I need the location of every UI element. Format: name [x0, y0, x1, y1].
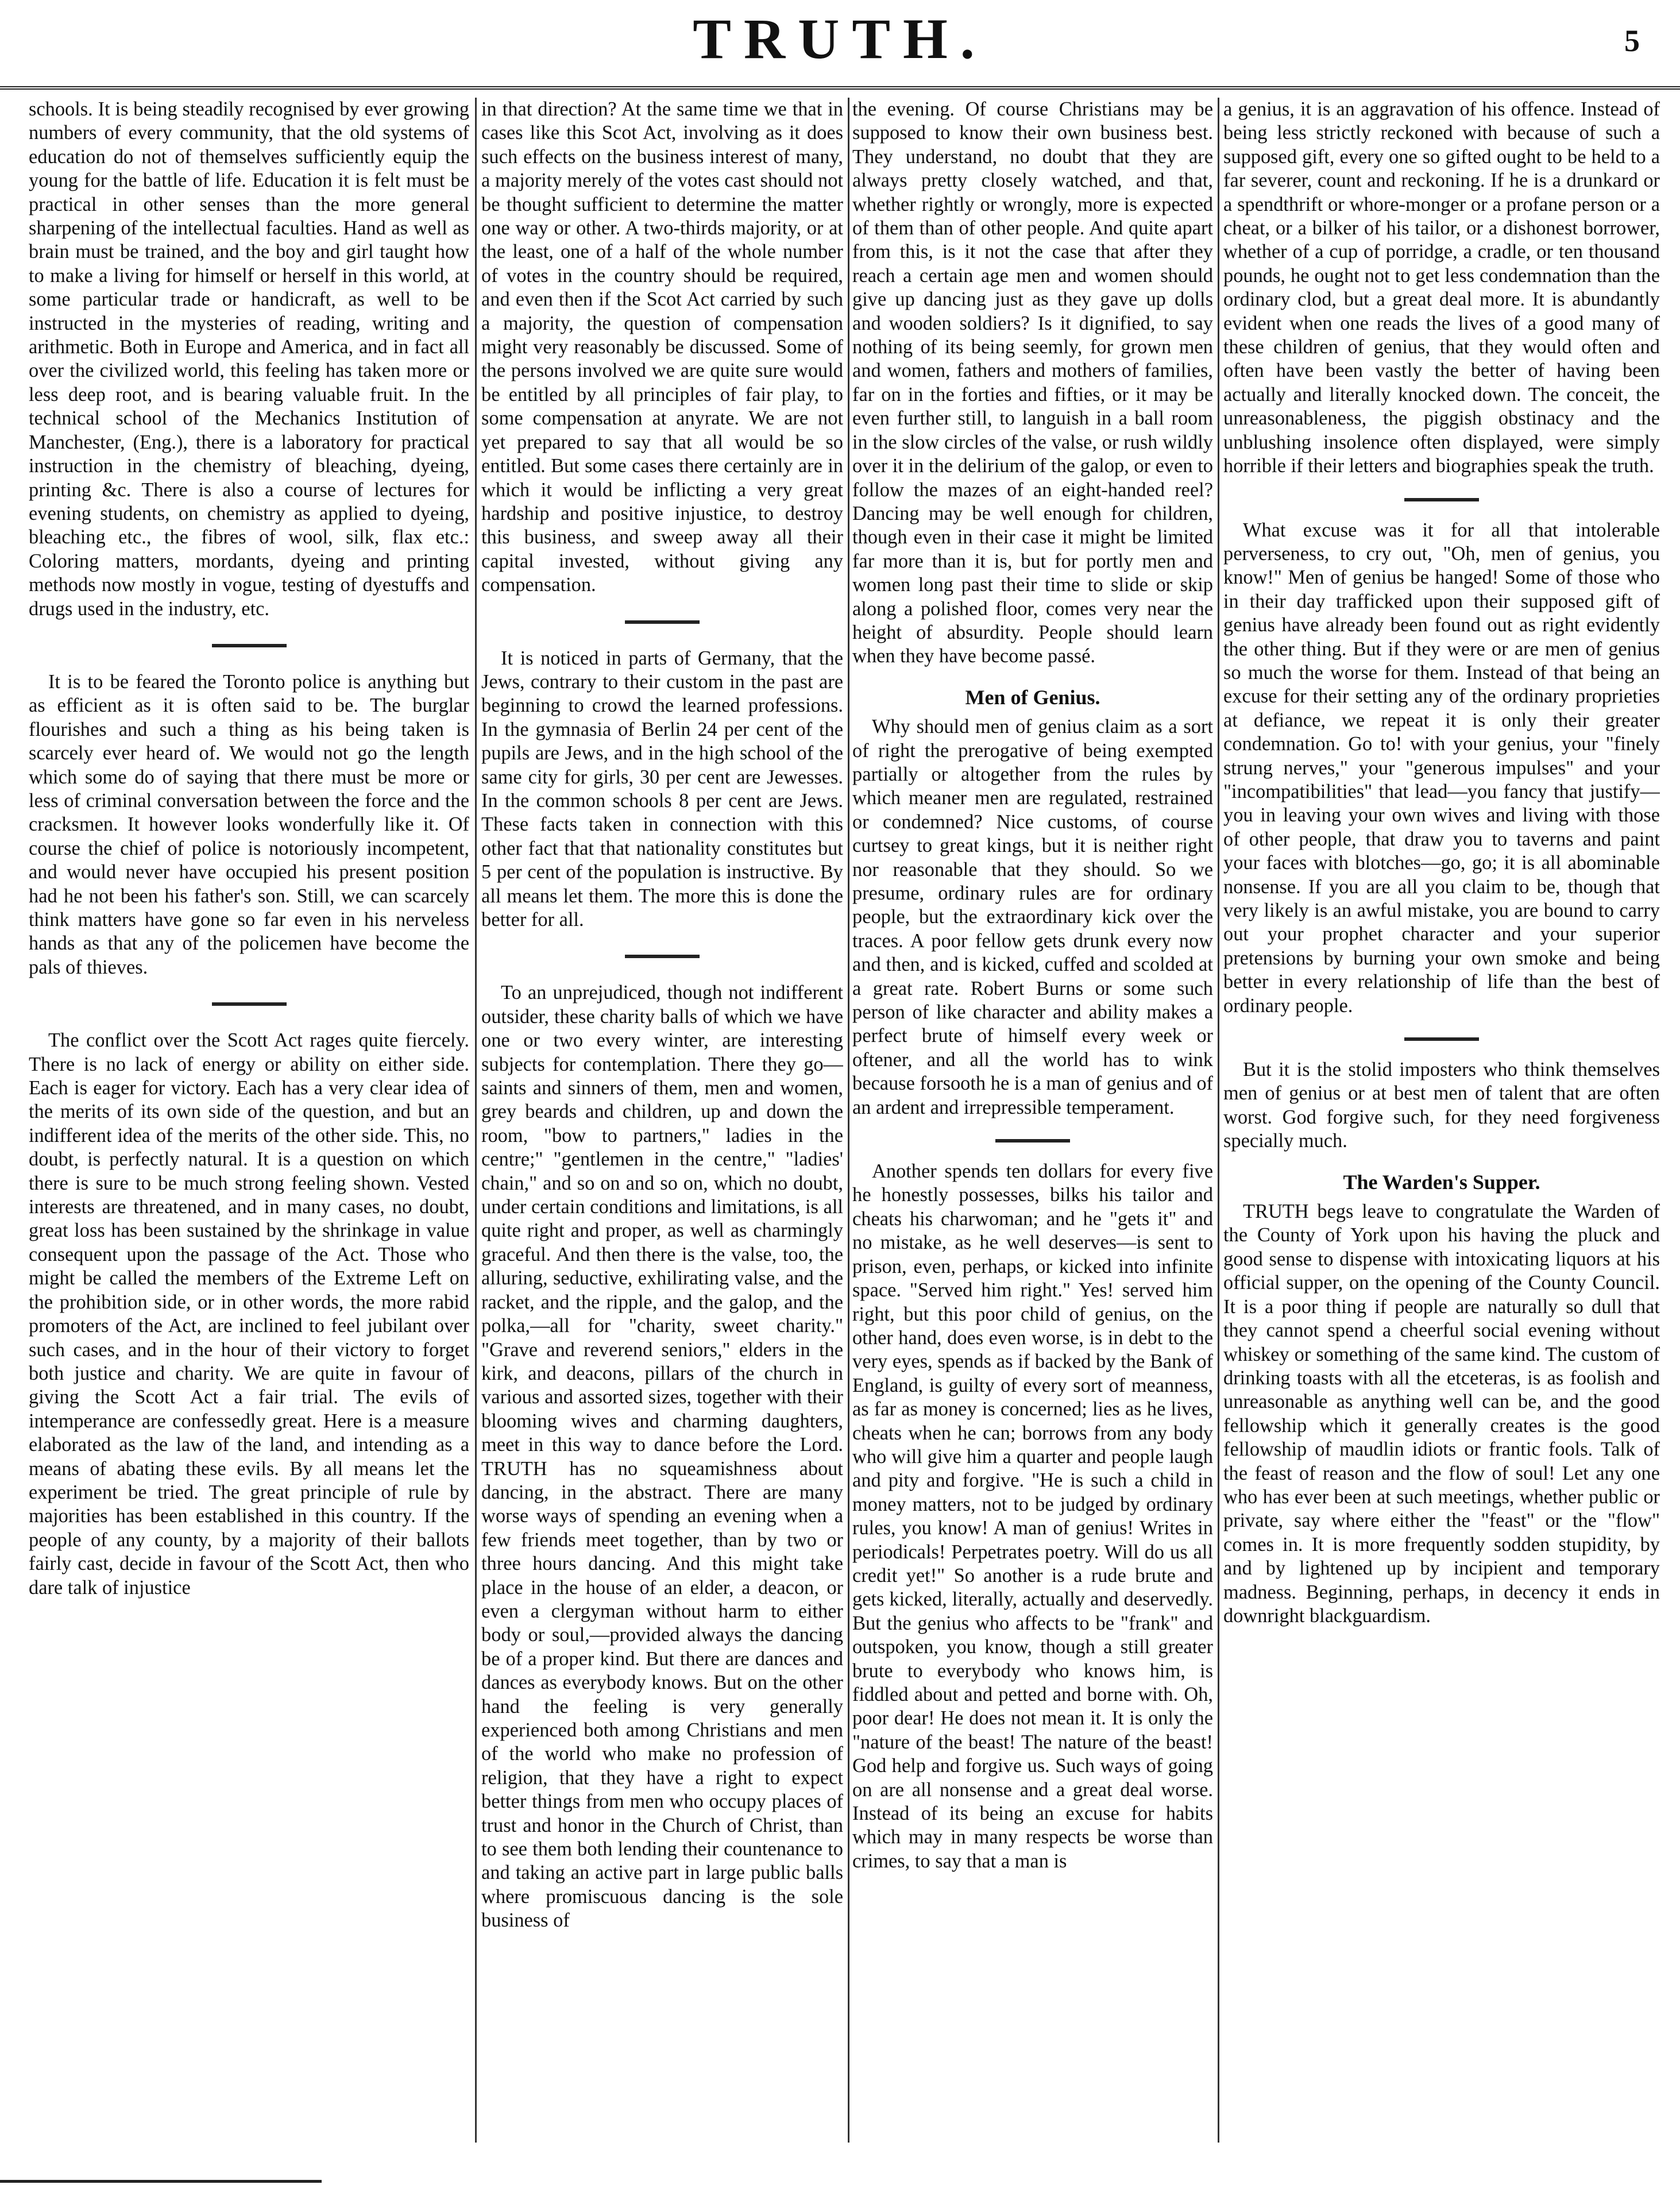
section-rule [1404, 1037, 1479, 1041]
article-paragraph: It is to be feared the Toronto police is anything but as efficient as it is often said to be. The burglar flourishes and such a thing as his being taken is scarcely ever heard of. We would not go the length which some do of saying that there must be more or less of criminal conversation between the force and the cracksmen. It however looks wonderfully like it. Of course the chief of police is notoriously incompetent, and would never have occupied his present position had he not been his father's son. Still, we can scarcely think matters have gone so far even in his nerveless hands as that any of the policemen have become the pals of thieves. [29, 670, 469, 978]
section-rule [212, 644, 287, 647]
article-paragraph: the evening. Of course Christians may be supposed to know their own business best. They understand, no doubt that they are always pretty closely watched, and that, whether rightly or wrongly, more is expected of them than of other people. And quite apart from this, is it not the case that after they reach a certain age men and women should give up dancing just as they gave up dolls and wooden soldiers? Is it dignified, to say nothing of its being seemly, for grown men and women, fathers and mothers of families, far on in the forties and fifties, or it may be even further still, to languish in a ball room in the slow circles of the valse, or rush wildly over it in the delirium of the galop, or even to follow the mazes of an eight-handed reel? Dancing may be well enough for children, though even in their case it might be limited far more than it is, but for portly men and women long past their time to slide or skip along a polished floor, comes very near the height of absurdity. People should learn when they have become passé. [852, 98, 1213, 667]
article-paragraph: Why should men of genius claim as a sort of right the prerogative of being exempted partially or altogether from the rules by which meaner men are regulated, restrained or condemned? Nice customs, of course curtsey to great kings, but it is neither right nor reasonable that they should. So we presume, ordinary rules are for ordinary people, but the extraordinary kick over the traces. A poor fellow gets drunk every now and then, and is kicked, cuffed and scolded at a great rate. Robert Burns or some such person of like character and ability makes a perfect brute of himself every week or oftener, and all the world has to wink because forsooth he is a man of genius and of an ardent and irrepressible temperament. [852, 716, 1213, 1118]
article-paragraph: Another spends ten dollars for every five he honestly possesses, bilks his tailor and cheats his charwoman; and he "gets it" and no mistake, as he well deserves—is sent to prison, even, perhaps, or kicked into infinite space. "Served him right." Yes! served him right, but this poor child of genius, on the other hand, does even worse, is in debt to the very eyes, spends as if backed by the Bank of England, is guilty of every sort of meanness, as far as money is concerned; lies as he lives, cheats when he can; borrows from any body who will give him a quarter and people laugh and pity and forgive. "He is such a child in money matters, not to be judged by ordinary rules, you know! A man of genius! Writes in periodicals! Perpetrates poetry. Will do us all credit yet!" So another is a rude brute and gets kicked, literally, actually and deservedly. But the genius who affects to be "frank" and outspoken, you know, though a still greater brute to everybody who knows him, is fiddled about and petted and borne with. Oh, poor dear! He does not mean it. It is only the "nature of the beast! The nature of the beast! God help and forgive us. Such ways of going on are all nonsense and a great deal worse. Instead of its being an excuse for habits which may in many respects be worse than crimes, to say that a man is [852, 1160, 1213, 1872]
article-paragraph: What excuse was it for all that intolerable perverseness, to cry out, "Oh, men of genius, you know!" Men of genius be hanged! Some of those who in their day trafficked upon their supposed gift of genius have already been found out as right evidently the other thing. But if they were or are men of genius so much the worse for them. Instead of that being an excuse for their setting any of the ordinary proprieties at defiance, we repeat it is only their greater condemnation. Go to! with your genius, your "finely strung nerves," your "generous impulses" and your "incompatibilities" that lead—you fancy that justify—you in leaving your own wives and living with those of other people, that draw you to taverns and paint your faces with blotches—go, go; it is all abominable nonsense. If you are all you claim to be, though that very likely is an awful mistake, you are bound to carry out your prophet character and your superior pretensions by burning your own smoke and being better in every relationship of life than the best of ordinary people. [1223, 519, 1660, 1017]
article-paragraph: a genius, it is an aggravation of his offence. Instead of being less strictly reckoned with because of such a supposed gift, every one so gifted ought to be held to a far severer, count and reckoning. If he is a drunkard or a spendthrift or whore-monger or a profane person or a cheat, or a bilker of his tailor, or a dishonest borrower, whether of a cup of porridge, a cradle, or ten thousand pounds, he ought not to get less condemnation than the ordinary clod, but a great deal more. It is abundantly evident when one reads the lives of a good many of these children of genius, that they would often and often have been vastly the better of having been actually and literally knocked down. The conceit, the unreasonableness, the piggish obstinacy and the unblushing insolence often displayed, were simply horrible if their letters and biographies speak the truth. [1223, 98, 1660, 477]
column-2 [481, 98, 843, 2131]
article-paragraph: The conflict over the Scott Act rages quite fiercely. There is no lack of energy or ability on either side. Each is eager for victory. Each has a very clear idea of the merits of its own side of the question, and but an indifferent idea of the merits of the other side. This, no doubt, is perfectly natural. It is a question on which there is sure to be much strong feeling shown. Vested interests are threatened, and in many cases, no doubt, great loss has been sustained by the shrinkage in value consequent upon the passage of the Act. Those who might be called the members of the Extreme Left on the prohibition side, or in other words, the more rabid promoters of the Act, are inclined to feel jubilant over such cases, and in the hour of their victory to forget both justice and charity. We are quite in favour of giving the Scott Act a fair trial. The evils of intemperance are confessedly great. Here is a measure elaborated as the law of the land, and intending as a means of abating these evils. By all means let the experiment be tried. The great principle of rule by majorities has been established in this country. If the people of any county, by a majority of their ballots fairly cast, decide in favour of the Scott Act, then who dare talk of injustice [29, 1029, 469, 1599]
page-number: 5 [1624, 24, 1640, 58]
article-paragraph: schools. It is being steadily recognised by ever growing numbers of every community, that the old systems of education do not of themselves sufficiently equip the young for the battle of life. Education it is felt must be practical in other senses than the more general sharpening of the intellectual faculties. Hand as well as brain must be trained, and the boy and girl taught how to make a living for himself or herself in this world, at some particular trade or handicraft, as well to be instructed in the mysteries of reading, writing and arithmetic. Both in Europe and America, and in fact all over the civilized world, this feeling has taken more or less deep root, and is bearing valuable fruit. In the technical school of the Mechanics Institution of Manchester, (Eng.), there is a laboratory for practical instruction in the chemistry of bleaching, dyeing, printing &c. There is also a course of lectures for evening students, on chemistry as applied to dyeing, bleaching etc., the fibres of wool, silk, flax etc.: Coloring matters, mordants, dyeing and printing methods now mostly in vogue, testing of dyestuffs and drugs used in the industry, etc. [29, 98, 469, 620]
column-4 [1223, 98, 1660, 2131]
column-3 [852, 98, 1213, 2131]
footer-rule [0, 2180, 322, 2183]
section-rule [995, 1139, 1070, 1143]
section-rule [625, 620, 700, 624]
newspaper-title: TRUTH. [693, 7, 987, 71]
article-paragraph: in that direction? At the same time we that in cases like this Scot Act, involving as it does such effects on the business interest of many, a majority merely of the votes cast should not be thought sufficient to determine the matter one way or other. A two-thirds majority, or at the least, one of a half of the whole number of votes in the country should be required, and even then if the Scot Act carried by such a majority, the question of compensation might very reasonably be discussed. Some of the persons involved we are quite sure would be entitled by all principles of fair play, to some compensation at anyrate. We are not yet prepared to say that all would be so entitled. But some cases there certainly are in which it would be inflicting a very great hardship and positive injustice, to destroy this business, and sweep away all their capital invested, without giving any compensation. [481, 98, 843, 596]
article-heading: The Warden's Supper. [1343, 1170, 1540, 1194]
column-divider [1218, 98, 1219, 2143]
section-rule [212, 1002, 287, 1006]
article-paragraph: To an unprejudiced, though not indifferent outsider, these charity balls of which we have one or two every winter, are interesting subjects for contemplation. There they go—saints and sinners of them, men and women, grey beards and children, up and down the room, "bow to partners," ladies in the centre;" "gentlemen in the centre," "ladies' chain," and so on and so on, which no doubt, under certain conditions and limitations, is all quite right and proper, as well as charmingly graceful. And then there is the valse, too, the alluring, seductive, exhilirating valse, and the racket, and the ripple, and the galop, and the polka,—all for "charity, sweet charity." "Grave and reverend seniors," elders in the kirk, and deacons, pillars of the church in various and assorted sizes, together with their blooming wives and charming daughters, meet in this way to dance before the Lord. TRUTH has no squeamishness about dancing, in the abstract. There are many worse ways of spending an evening when a few friends meet together, than by two or three hours dancing. And this might take place in the house of an elder, a deacon, or even a clergyman without harm to either body or soul,—provided always the dancing be of a proper kind. But there are dances and dances as everybody knows. But on the other hand the feeling is very generally experienced both among Christians and men of the world who make no profession of religion, that they have a right to expect better things from men who occupy places of trust and honor in the Church of Christ, than to see them both lending their countenance to and taking an active part in large public balls where promiscuous dancing is the sole business of [481, 982, 843, 1932]
column-1 [29, 98, 469, 2131]
section-rule [625, 955, 700, 958]
article-paragraph: TRUTH begs leave to congratulate the Warden of the County of York upon his having the pluck and good sense to dispense with intoxicating liquors at his official supper, on the opening of the County Council. It is a poor thing if people are naturally so dull that they cannot spend a cheerful social evening without whiskey or something of the same kind. The custom of drinking toasts with all the etceteras, is as foolish and unreasonable as anything well can be, and the good fellowship which it generally creates is the good fellowship of maudlin idiots or frantic fools. Talk of the feast of reason and the flow of soul! Let any one who has ever been at such meetings, whether public or private, say where either the "feast" or the "flow" comes in. It is more frequently sodden stupidity, by and by lightened up by incipient and temporary madness. Beginning, perhaps, in decency it ends in downright blackguardism. [1223, 1201, 1660, 1627]
section-rule [1404, 498, 1479, 501]
column-divider [848, 98, 849, 2143]
article-paragraph: But it is the stolid imposters who think themselves men of genius or at best men of talent that are often worst. God forgive such, for they need forgiveness specially much. [1223, 1059, 1660, 1152]
masthead [0, 0, 1680, 90]
article-heading: Men of Genius. [965, 685, 1100, 709]
article-paragraph: It is noticed in parts of Germany, that the Jews, contrary to their custom in the past are beginning to crowd the learned professions. In the gymnasia of Berlin 24 per cent of the pupils are Jews, and in the high school of the same city for girls, 30 per cent are Jewesses. In the common schools 8 per cent are Jews. These facts taken in connection with this other fact that that nationality constitutes but 5 per cent of the population is instructive. By all means let them. The more this is done the better for all. [481, 647, 843, 931]
column-divider [475, 98, 477, 2143]
